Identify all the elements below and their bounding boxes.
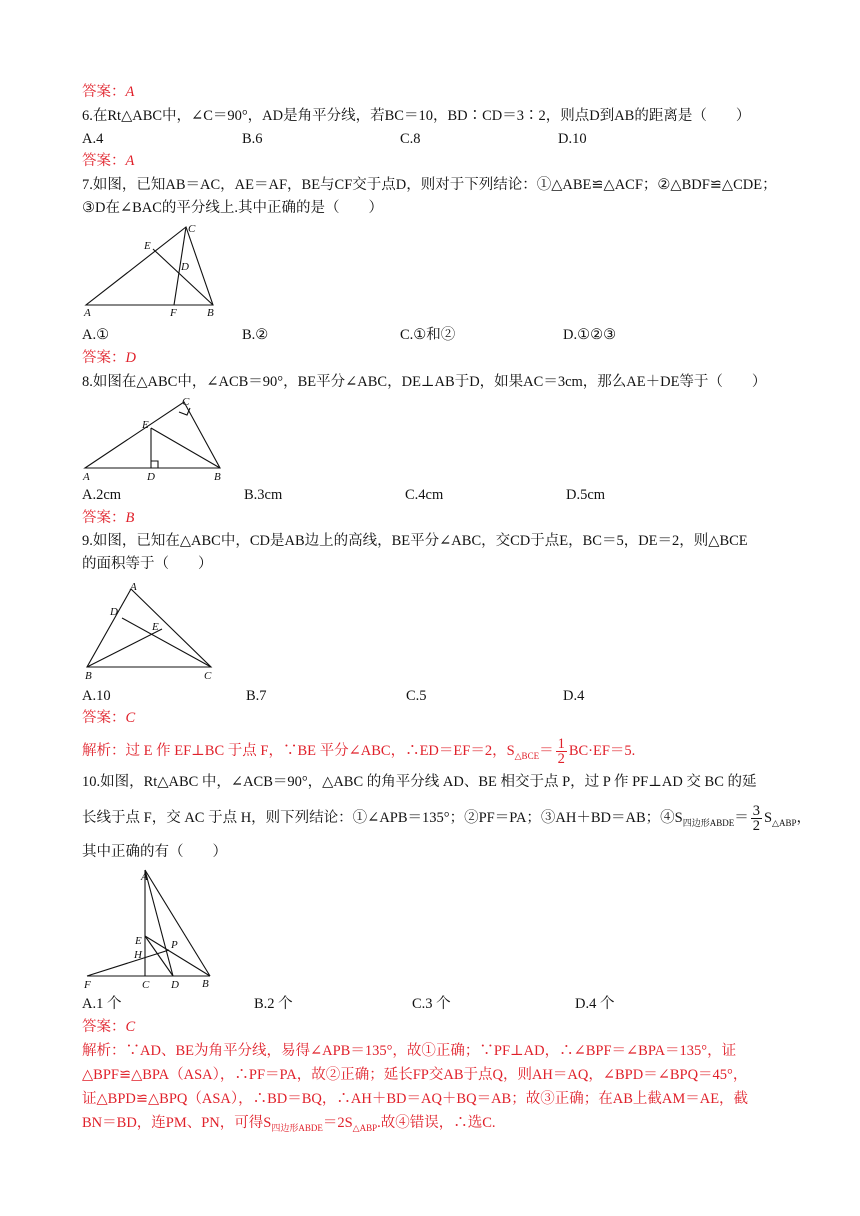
q8-figure — [80, 395, 230, 487]
answer-value: C — [125, 710, 136, 726]
stem-s: S — [763, 810, 773, 826]
q7-stem-line2: ③D在∠BAC的平分线上.其中正确的是（ ） — [82, 200, 384, 216]
q7-option-a: A.① — [82, 327, 110, 343]
q5-answer — [82, 82, 134, 102]
q10-stem-line1: 10.如图，Rt△ABC 中，∠ACB＝90°，△ABC 的角平分线 AD、BE 相交于点 P，过 P 作 PF⊥AD 交 BC 的延 — [82, 774, 757, 790]
q8-label-c: C — [182, 396, 190, 408]
q9-label-c: C — [204, 670, 212, 682]
q7-label-c: C — [188, 223, 196, 235]
fraction-denominator: 2 — [557, 751, 565, 768]
answer-label: 答案： — [82, 510, 126, 526]
answer-label: 答案： — [82, 350, 126, 366]
q7-label-f: F — [170, 307, 177, 319]
analysis-equals: ＝ — [539, 743, 554, 759]
q9-option-b: B.7 — [246, 688, 267, 704]
q10-label-p: P — [171, 939, 178, 951]
fraction-numerator: 3 — [752, 803, 760, 820]
analysis-text-end: .故④错误，∴选C. — [377, 1115, 496, 1131]
q10-answer — [82, 1017, 135, 1037]
q6-option-a: A.4 — [82, 131, 104, 147]
q7-label-a: A — [84, 307, 91, 319]
q8-label-a: A — [83, 471, 90, 483]
q10-segment-ab — [145, 870, 210, 976]
q10-label-a: A — [141, 871, 148, 883]
q8-stem: 8.如图在△ABC中，∠ACB＝90°，BE平分∠ABC，DE⊥AB于D，如果AC＝3cm，那么AE＋DE等于（ ） — [82, 374, 767, 390]
q9-label-a: A — [130, 581, 137, 593]
fraction — [556, 737, 567, 766]
answer-label: 答案： — [82, 1019, 126, 1035]
q9-analysis — [82, 732, 635, 770]
q6-stem: 6.在Rt△ABC中，∠C＝90°，AD是角平分线，若BC＝10，BD∶CD＝3∶2，则点D到AB的距离是（ ） — [82, 108, 751, 124]
q8-option-a: A.2cm — [82, 487, 122, 503]
q8-right-angle-d — [151, 461, 158, 468]
q10-figure — [80, 866, 230, 994]
q8-label-b: B — [214, 471, 221, 483]
q7-label-e: E — [144, 240, 151, 252]
q10-option-d: D.4 个 — [575, 996, 615, 1012]
answer-label: 答案： — [82, 84, 126, 100]
answer-label: 答案： — [82, 153, 126, 169]
q9-label-b: B — [85, 670, 92, 682]
fraction — [751, 804, 762, 833]
q8-answer — [82, 508, 134, 528]
q10-label-d: D — [171, 979, 179, 991]
q6-answer — [82, 151, 134, 171]
q10-analysis-line3: 证△BPD≌△BPQ（ASA），∴BD＝BQ，∴AH＋BD＝AQ＋BQ＝AB；故③正确；在AB上截AM＝AE，截 — [82, 1091, 749, 1107]
q10-stem-line2 — [82, 798, 811, 838]
analysis-text: BN＝BD，连PM、PN，可得S — [82, 1115, 272, 1131]
q10-analysis-line4 — [82, 1113, 496, 1138]
q9-option-c: C.5 — [406, 688, 427, 704]
stem-end: ， — [796, 810, 811, 826]
q10-option-b: B.2 个 — [254, 996, 293, 1012]
q7-label-d: D — [181, 261, 189, 273]
answer-value: C — [125, 1019, 136, 1035]
analysis-subscript-2: △ABP — [352, 1122, 378, 1133]
q9-label-d: D — [110, 606, 118, 618]
q6-option-c: C.8 — [400, 131, 421, 147]
q7-option-b: B.② — [242, 327, 269, 343]
answer-value: A — [125, 153, 135, 169]
stem-subscript: 四边形ABDE — [682, 817, 735, 828]
q10-segment-fp — [87, 950, 169, 976]
q7-label-b: B — [207, 307, 214, 319]
analysis-subscript: △BCE — [514, 750, 540, 761]
q7-option-d: D.①②③ — [563, 327, 617, 343]
q10-label-f: F — [84, 979, 91, 991]
q9-option-a: A.10 — [82, 688, 111, 704]
q6-option-b: B.6 — [242, 131, 263, 147]
stem-equals: ＝ — [734, 810, 749, 826]
q6-option-d: D.10 — [558, 131, 587, 147]
q9-label-e: E — [152, 621, 159, 633]
q10-analysis-line1: 解析：∵AD、BE为角平分线，易得∠APB＝135°，故①正确；∵PF⊥AD，∴∠BPF＝∠BPA＝135°，证 — [82, 1043, 737, 1059]
analysis-text-end: BC·EF＝5. — [568, 743, 636, 759]
q10-option-c: C.3 个 — [412, 996, 451, 1012]
q7-stem-line1: 7.如图，已知AB＝AC，AE＝AF，BE与CF交于点D，则对于下列结论：①△ABE≌△ACF；②△BDF≌△CDE； — [82, 177, 777, 193]
q10-stem-line3: 其中正确的有（ ） — [82, 844, 227, 860]
q7-answer — [82, 348, 136, 368]
analysis-text-mid: ＝2S — [322, 1115, 353, 1131]
analysis-text: 解析：过 E 作 EF⊥BC 于点 F，∵BE 平分∠ABC，∴ED＝EF＝2，S — [82, 743, 515, 759]
stem-subscript-2: △ABP — [772, 817, 797, 828]
q10-analysis-line2: △BPF≌△BPA（ASA），∴PF＝PA，故②正确；延长FP交AB于点Q，则AH＝AQ，∠BPD＝∠BPQ＝45°， — [82, 1067, 748, 1083]
answer-value: B — [125, 510, 135, 526]
q9-stem-line2: 的面积等于（ ） — [82, 556, 213, 572]
q9-option-d: D.4 — [563, 688, 585, 704]
q7-triangle-abc — [86, 227, 213, 305]
q8-label-e: E — [142, 419, 149, 431]
q8-option-b: B.3cm — [244, 487, 283, 503]
q7-figure — [80, 220, 230, 320]
q8-label-d: D — [147, 471, 155, 483]
q10-option-a: A.1 个 — [82, 996, 122, 1012]
answer-value: D — [125, 350, 136, 366]
q8-option-c: C.4cm — [405, 487, 444, 503]
q9-stem-line1: 9.如图，已知在△ABC中，CD是AB边上的高线，BE平分∠ABC，交CD于点E，BC＝5，DE＝2，则△BCE — [82, 533, 748, 549]
q10-label-e: E — [135, 935, 142, 947]
fraction-denominator: 2 — [752, 818, 760, 835]
answer-label: 答案： — [82, 710, 126, 726]
answer-value: A — [125, 84, 135, 100]
q10-segment-ad — [145, 870, 173, 976]
analysis-subscript: 四边形ABDE — [271, 1122, 323, 1133]
q7-option-c: C.①和② — [400, 327, 456, 343]
stem-text: 长线于点 F，交 AC 于点 H，则下列结论：①∠APB＝135°；②PF＝PA；③AH＋BD＝AB；④S — [82, 810, 683, 826]
q9-answer — [82, 708, 135, 728]
q9-figure — [80, 578, 230, 682]
q10-label-c: C — [142, 979, 150, 991]
q8-option-d: D.5cm — [566, 487, 606, 503]
fraction-numerator: 1 — [557, 736, 565, 753]
q10-label-b: B — [202, 978, 209, 990]
q10-label-h: H — [134, 949, 142, 961]
q9-triangle-abc — [87, 589, 211, 667]
q7-segment-be — [153, 249, 213, 305]
q8-triangle-abc — [85, 402, 220, 468]
